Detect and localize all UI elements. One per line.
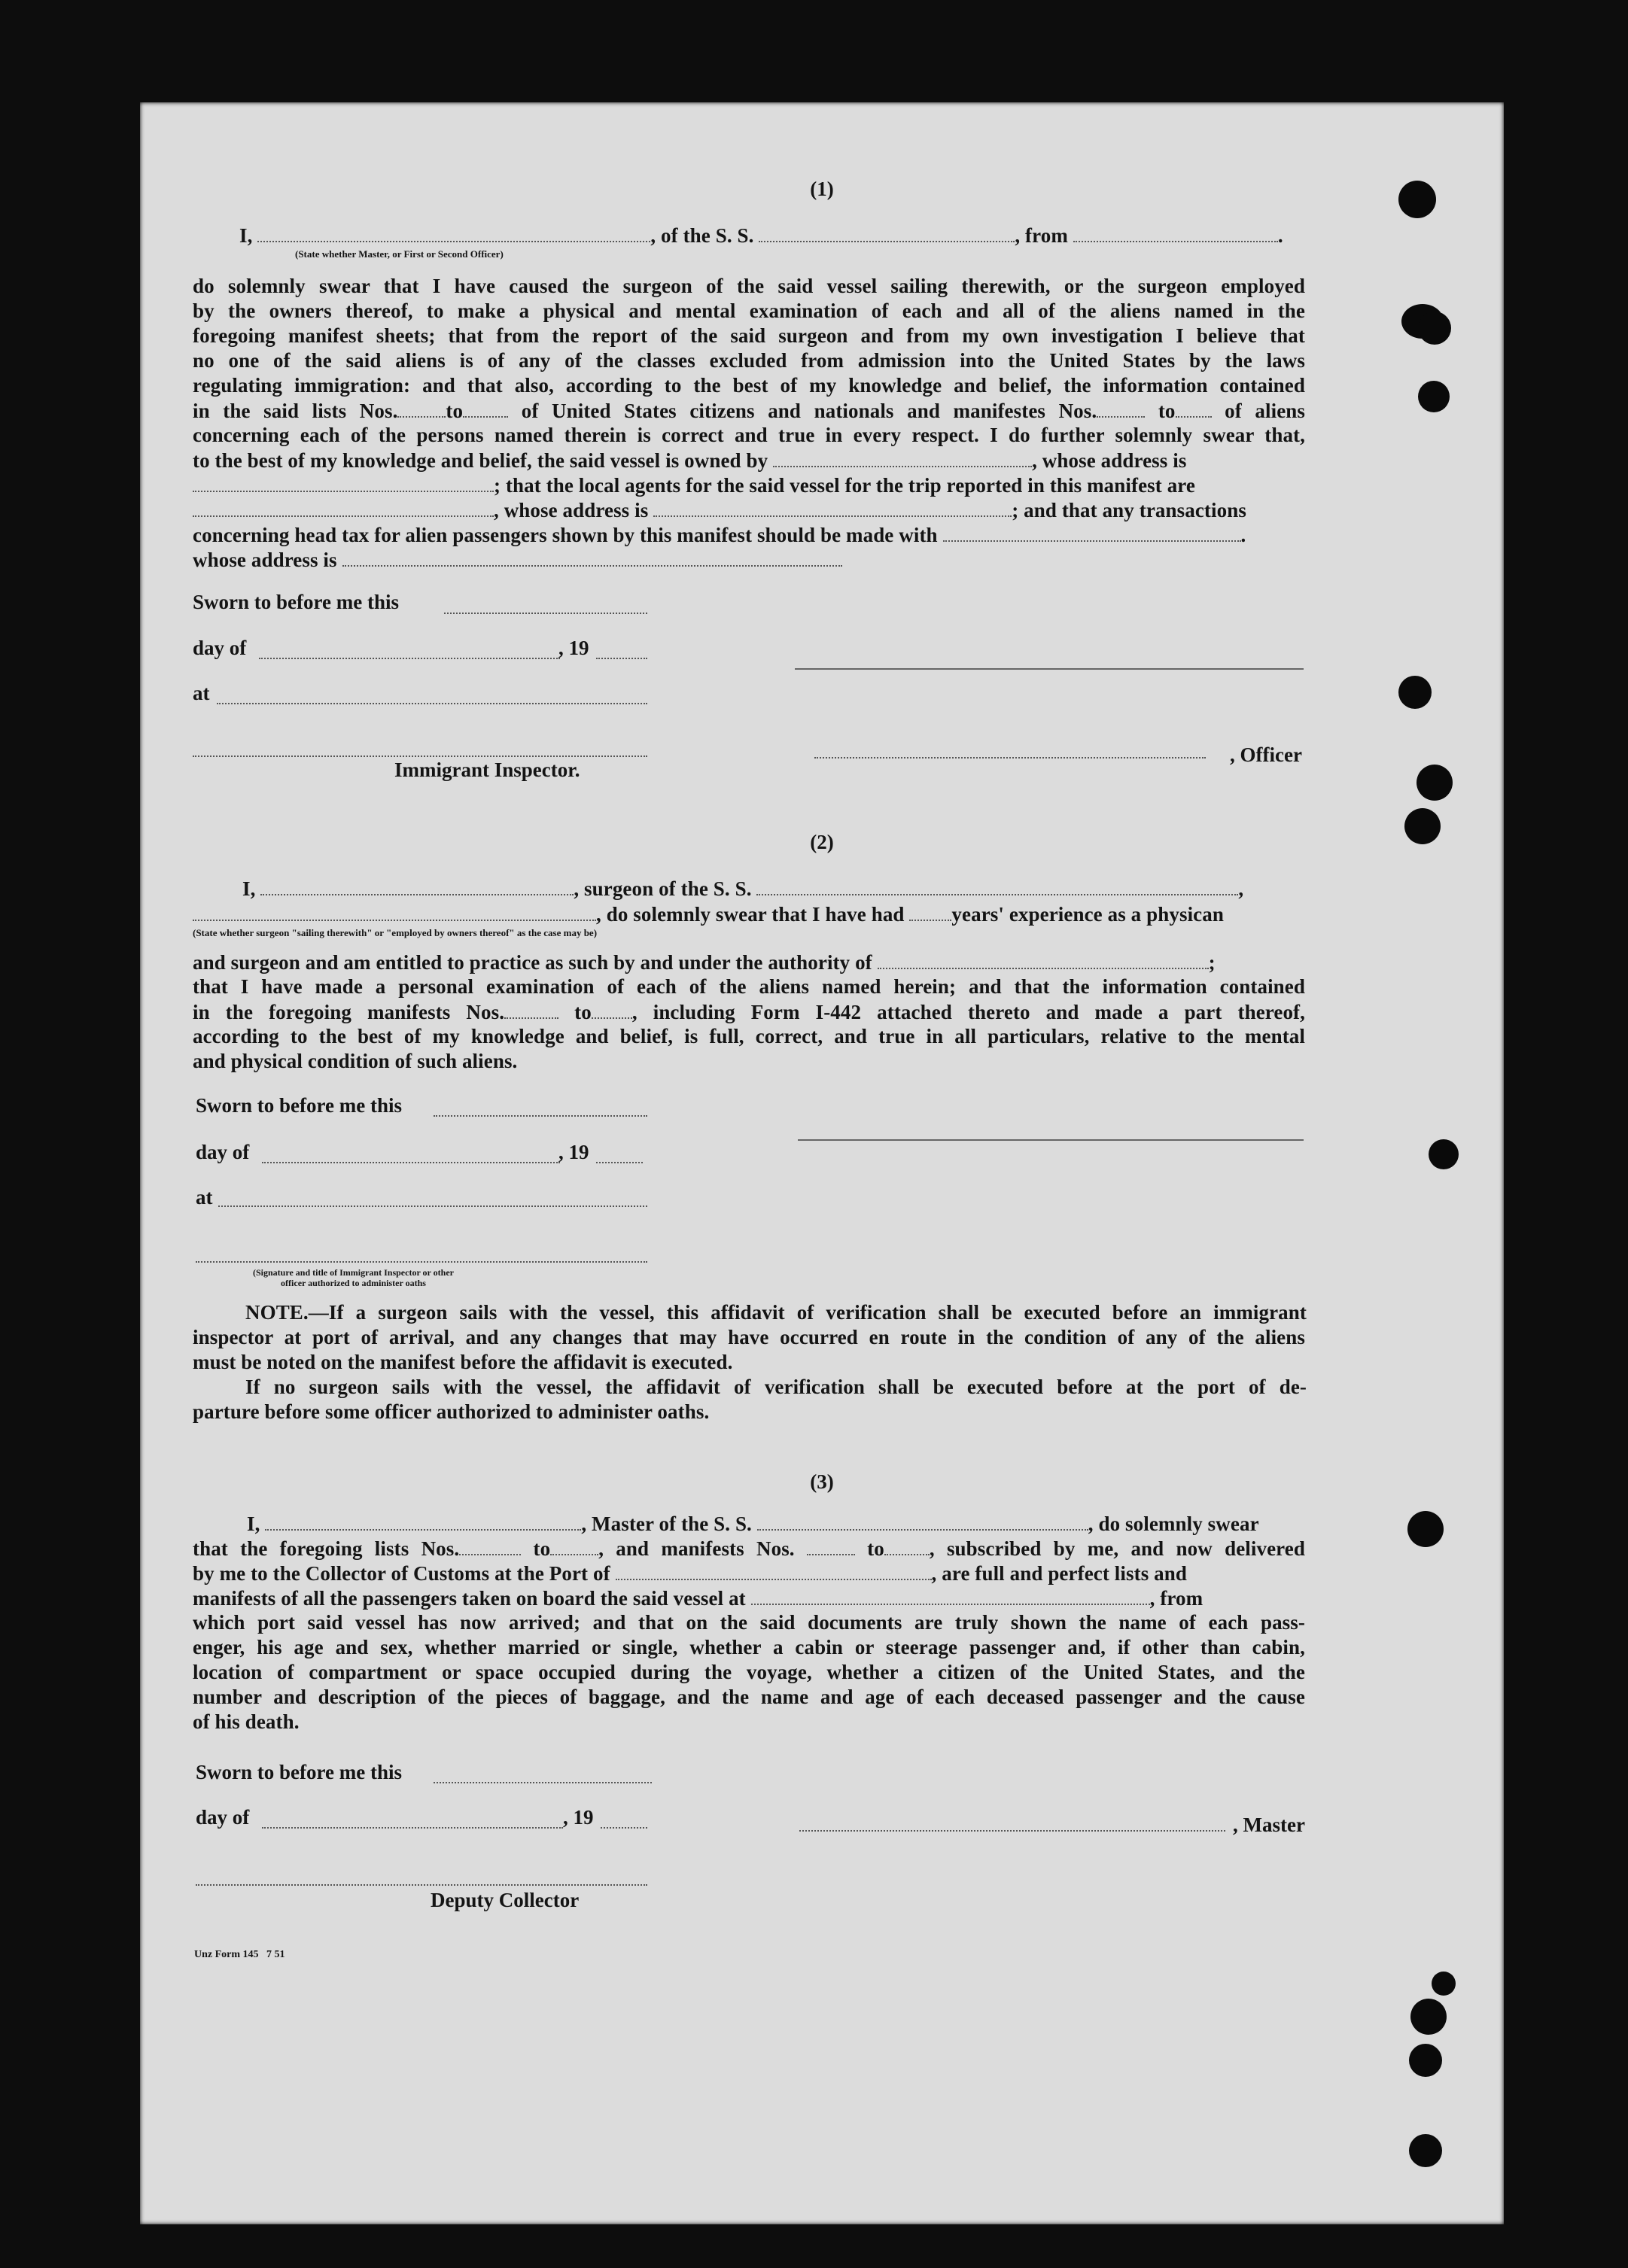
text: , whose address is (1032, 449, 1187, 472)
day-of-label: day of (196, 1141, 250, 1163)
embarkation-port-field[interactable] (751, 1585, 1150, 1605)
section-1-line-12 (193, 547, 1305, 573)
punch-hole (1398, 676, 1432, 709)
owner-field[interactable] (773, 448, 1032, 467)
text: to (533, 1537, 551, 1560)
rank-field[interactable] (257, 223, 650, 242)
port-field[interactable] (616, 1561, 932, 1580)
section-1-body-line: do solemnly swear that I have caused the surgeon of the said vessel sailing therewith, or the surgeon employed (193, 275, 1305, 297)
text: by me to the Collector of Customs at the Port of (193, 1562, 610, 1585)
punch-hole (1429, 1139, 1459, 1169)
section-3-number: (3) (810, 1470, 834, 1493)
agents-address-field[interactable] (653, 497, 1012, 517)
punch-hole (1418, 312, 1451, 345)
section-1-line-8 (193, 448, 1305, 473)
section-2-number: (2) (810, 831, 834, 853)
lists-to-field[interactable] (550, 1536, 598, 1555)
vessel-name-field[interactable] (759, 223, 1015, 242)
punch-hole (1407, 1511, 1444, 1547)
master-signature-line[interactable] (799, 1830, 1225, 1832)
month-field[interactable] (259, 658, 560, 659)
text: to (867, 1537, 884, 1560)
punch-hole (1409, 2044, 1442, 2077)
surgeon-vessel-field[interactable] (756, 876, 1238, 895)
section-1-line-11 (193, 522, 1305, 548)
day-of-label: day of (193, 637, 247, 659)
note-line: inspector at port of arrival, and any changes that may have occurred en route in the condition of any of the aliens (193, 1326, 1305, 1348)
sworn-label: Sworn to before me this (196, 1761, 402, 1783)
text: in the said lists Nos. (193, 400, 398, 422)
section-3-body-line: number and description of the pieces of baggage, and the name and age of each deceased passenger and the cause (193, 1686, 1305, 1708)
owner-address-field[interactable] (193, 473, 494, 492)
section-2-line-4: that I have made a personal examination of each of the aliens named herein; and that the information contained (193, 975, 1305, 998)
section-2-line-6: according to the best of my knowledge and belief, is full, correct, and true in all particulars, relative to the mental (193, 1025, 1305, 1047)
text: , Master of the S. S. (581, 1513, 752, 1535)
pronoun-i: I, (242, 877, 256, 900)
head-tax-contact-field[interactable] (943, 522, 1241, 542)
master-label: , Master (1233, 1813, 1305, 1836)
deputy-collector-label: Deputy Collector (431, 1889, 580, 1911)
note-line: parture before some officer authorized to administer oaths. (193, 1400, 710, 1423)
text: to the best of my knowledge and belief, the said vessel is owned by (193, 449, 768, 472)
surgeon-status-field[interactable] (193, 901, 596, 921)
manifests-to-field[interactable] (884, 1536, 930, 1555)
surgeon-name-field[interactable] (260, 876, 574, 895)
section-2-line-5 (193, 999, 1305, 1025)
text: ; and that any transactions (1012, 499, 1246, 521)
signature-caption-line: officer authorized to administer oaths (281, 1278, 426, 1288)
place-field[interactable] (218, 1205, 647, 1207)
text: , are full and perfect lists and (931, 1562, 1187, 1585)
master-signature-line[interactable] (795, 668, 1304, 670)
rank-hint: (State whether Master, or First or Second Officer) (295, 248, 504, 260)
punch-hole (1432, 1972, 1456, 1996)
section-2-line-3 (193, 950, 1305, 975)
section-3-line-4 (193, 1585, 1305, 1611)
manifest-from-field[interactable] (1097, 398, 1145, 418)
inspector-signature-line[interactable] (196, 1261, 647, 1263)
section-1-body-line: by the owners thereof, to make a physical and mental examination of each and all of the aliens named in the (193, 299, 1305, 322)
officer-label: , Officer (1230, 743, 1302, 766)
pronoun-i: I, (239, 224, 253, 247)
year-label: , 19 (558, 637, 589, 659)
text: whose address is (193, 549, 337, 571)
text: , and manifests Nos. (598, 1537, 795, 1560)
text: , subscribed by me, and now delivered (929, 1537, 1305, 1560)
year-label: , 19 (563, 1806, 594, 1829)
manifests-from-field[interactable] (807, 1536, 855, 1555)
of-ss-label: , of the S. S. (650, 224, 754, 247)
lists-from-field[interactable] (459, 1536, 521, 1555)
section-3-line-3 (193, 1561, 1305, 1586)
note-line: NOTE.—If a surgeon sails with the vessel, this affidavit of verification shall be executed before an immigrant (245, 1301, 1307, 1324)
text: , including Form I-442 attached thereto and made a part thereof, (631, 1001, 1306, 1023)
signature-caption (253, 1267, 454, 1288)
section-1-body-line: regulating immigration: and that also, according to the best of my knowledge and belief, the information contained (193, 374, 1305, 397)
manifest-to-field[interactable] (1176, 398, 1212, 418)
sworn-day-field[interactable] (444, 613, 647, 614)
text: , surgeon of the S. S. (574, 877, 752, 900)
years-experience-field[interactable] (909, 901, 951, 921)
officer-signature-line[interactable] (814, 757, 1206, 759)
at-label: at (196, 1186, 213, 1208)
year-label: , 19 (558, 1141, 589, 1163)
port-from-field[interactable] (1073, 223, 1278, 242)
text: to (1158, 400, 1176, 422)
text: that the foregoing lists Nos. (193, 1537, 460, 1560)
list-to-field[interactable] (463, 398, 508, 418)
section-1-line-7: concerning each of the persons named therein is correct and true in every respect. I do further solemnly swear that, (193, 424, 1305, 446)
sworn-day-field[interactable] (434, 1115, 647, 1117)
section-1-body-line: no one of the said aliens is of any of the classes excluded from admission into the United States by the laws (193, 349, 1305, 372)
immigrant-inspector-label: Immigrant Inspector. (394, 759, 580, 781)
text: ; that the local agents for the said vessel for the trip reported in this manifest are (494, 474, 1195, 497)
text: , whose address is (494, 499, 649, 521)
manifests-to-field[interactable] (592, 999, 632, 1019)
section-2-line-1 (242, 876, 1305, 901)
punch-hole (1418, 381, 1450, 412)
text: in the foregoing manifests Nos. (193, 1001, 505, 1023)
authority-field[interactable] (878, 950, 1209, 969)
text: of United States citizens and nationals and manifestes Nos. (521, 400, 1097, 422)
year-field[interactable] (601, 1827, 647, 1829)
text: and surgeon and am entitled to practice as such by and under the authority of (193, 951, 872, 974)
surgeon-signature-line[interactable] (798, 1139, 1304, 1141)
text: concerning head tax for alien passengers shown by this manifest should be made with (193, 524, 938, 546)
period: . (1277, 224, 1283, 247)
section-3-body-line: enger, his age and sex, whether married or single, whether a cabin or steerage passenger and, if other than cabin, (193, 1636, 1305, 1658)
section-2-line-2 (193, 901, 1305, 927)
section-1-line-9 (193, 473, 1305, 498)
at-label: at (193, 682, 210, 704)
punch-hole (1417, 765, 1453, 801)
section-1-body-line: foregoing manifest sheets; that from the report of the said surgeon and from my own investigation I believe that (193, 324, 1305, 347)
section-1-line-10 (193, 497, 1305, 523)
text: years' experience as a physican (951, 903, 1224, 926)
manifest-affidavit-page (140, 102, 1504, 2224)
text: . (1240, 524, 1246, 546)
text: of aliens (1225, 400, 1306, 422)
text: ; (1208, 951, 1216, 974)
master-name-field[interactable] (265, 1511, 581, 1531)
section-3-line-2 (193, 1536, 1305, 1561)
sworn-day-field[interactable] (434, 1782, 652, 1783)
head-tax-address-field[interactable] (342, 547, 842, 567)
text: , do solemnly swear (1088, 1513, 1259, 1535)
note-line: must be noted on the manifest before the affidavit is executed. (193, 1351, 733, 1373)
manifests-from-field[interactable] (504, 999, 558, 1019)
form-identifier: Unz Form 145 7 51 (194, 1949, 285, 1960)
deputy-signature-line[interactable] (196, 1884, 647, 1886)
text: to (574, 1001, 592, 1023)
section-3-body-line: location of compartment or space occupied during the voyage, whether a citizen of the United States, and the (193, 1661, 1305, 1683)
note-line: If no surgeon sails with the vessel, the affidavit of verification shall be executed before at the port of de- (245, 1376, 1307, 1398)
text: , (1238, 877, 1244, 900)
year-field[interactable] (596, 1162, 643, 1163)
day-of-label: day of (196, 1806, 250, 1829)
from-label: , from (1015, 224, 1068, 247)
year-field[interactable] (596, 658, 647, 659)
agents-field[interactable] (193, 497, 494, 517)
sworn-label: Sworn to before me this (193, 591, 399, 613)
section-2-line-7: and physical condition of such aliens. (193, 1050, 518, 1072)
section-1-line-1 (239, 223, 1305, 248)
vessel-name-field[interactable] (757, 1511, 1088, 1531)
text: , do solemnly swear that I have had (596, 903, 905, 926)
text: to (446, 400, 464, 422)
sworn-label: Sworn to before me this (196, 1094, 402, 1117)
signature-caption-line: (Signature and title of Immigrant Inspector or other (253, 1267, 454, 1278)
section-1-number: (1) (810, 178, 834, 200)
pronoun-i: I, (247, 1513, 260, 1535)
surgeon-status-hint: (State whether surgeon "sailing therewith" or "employed by owners thereof" as the case may be) (193, 927, 598, 938)
section-3-body-line: which port said vessel has now arrived; and that on the said documents are truly shown the name of each pass- (193, 1611, 1305, 1634)
punch-hole (1409, 2134, 1442, 2167)
month-field[interactable] (262, 1827, 563, 1829)
list-from-field[interactable] (397, 398, 446, 418)
inspector-signature-line[interactable] (193, 755, 647, 757)
month-field[interactable] (262, 1162, 560, 1163)
text: , from (1149, 1587, 1204, 1610)
text: manifests of all the passengers taken on board the said vessel at (193, 1587, 746, 1610)
place-field[interactable] (217, 703, 647, 704)
section-3-last-line: of his death. (193, 1710, 300, 1733)
section-1-line-6 (193, 398, 1305, 424)
punch-hole (1410, 1999, 1447, 2035)
section-3-line-1 (247, 1511, 1307, 1537)
